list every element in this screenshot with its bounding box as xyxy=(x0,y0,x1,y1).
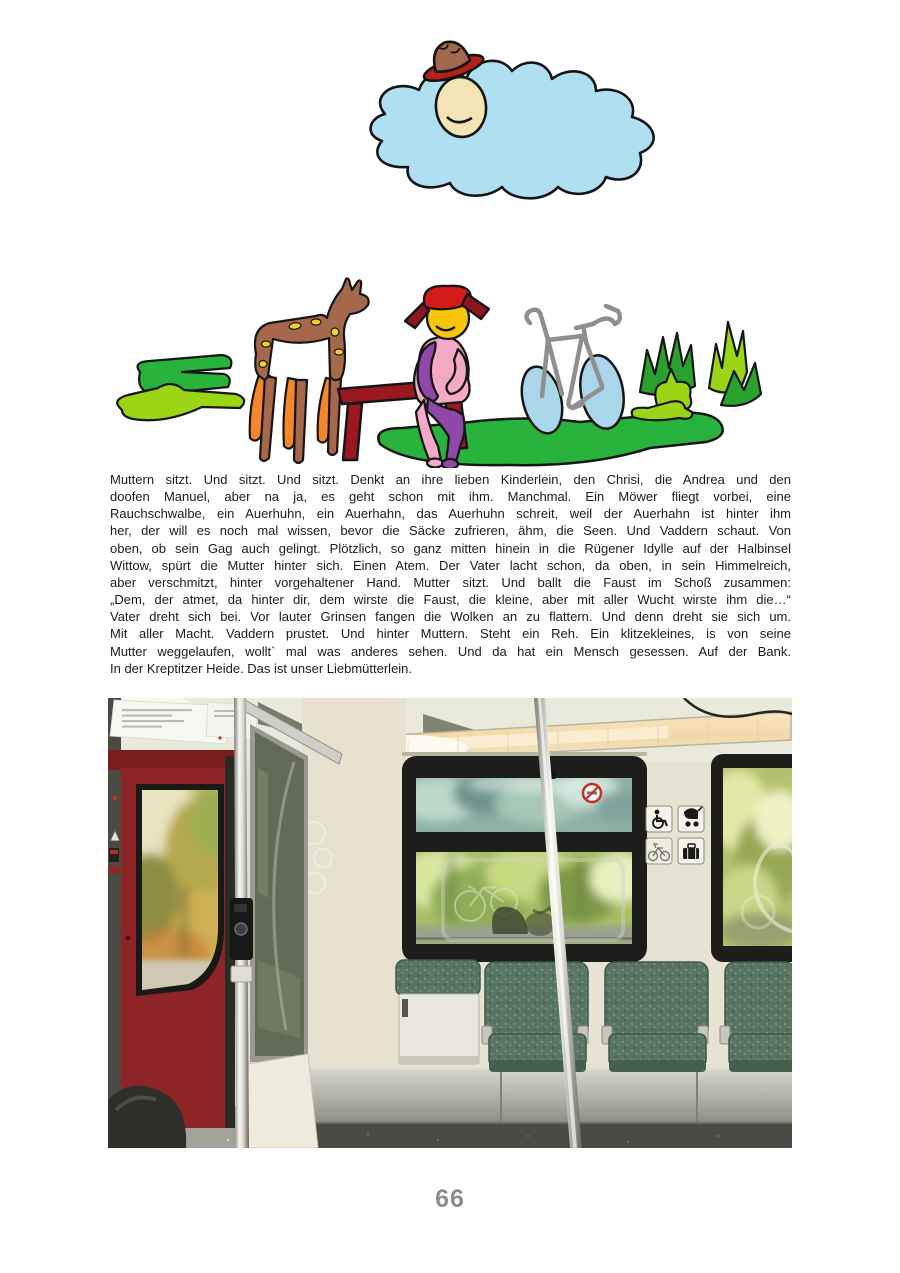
pole-clamp xyxy=(231,966,252,982)
steel-panel xyxy=(304,1068,792,1125)
ground-patch-light xyxy=(632,401,693,420)
bicycle-icon xyxy=(646,838,672,864)
grass-patch-dark xyxy=(138,355,232,394)
wall-pillar xyxy=(302,698,406,1120)
story-line: aber verschmitzt, hinter vorgehaltener Hand. Mutter sitzt. Und ballt die Faust im Schoß zusammen: xyxy=(110,574,791,590)
seat xyxy=(602,962,708,1072)
right-window xyxy=(708,754,792,962)
story-paragraph xyxy=(110,471,791,677)
woman-foot-back xyxy=(427,459,443,468)
story-line: Vater dreht sich bei. Vor lauter Grinsen fangen die Wolken an zu flattern. Und denn dreht sie sich um. xyxy=(110,609,791,625)
draft-screen xyxy=(248,724,318,1148)
cloud-shape xyxy=(371,61,654,198)
story-line: „Dem, der atmet, da hinter dir, dem wirste die Faust, die kleine, aber mit aller Wucht wirste ihm die…“ xyxy=(110,592,791,608)
deer-body xyxy=(255,279,369,381)
deer-leg xyxy=(294,380,307,463)
grass-patch-light xyxy=(117,384,244,420)
story-line: oben, ob sein Gag auch gelingt. Plötzlich, so ganz mitten hinein in die Rügener Idylle auf der Halbinsel xyxy=(110,540,791,556)
story-line: In der Kreptitzer Heide. Das ist unser Liebmütterlein. xyxy=(110,660,413,676)
window-vent-pane xyxy=(398,772,645,832)
woman-pigtail-left xyxy=(405,303,429,328)
main-window xyxy=(398,752,650,962)
bush-light-tall xyxy=(709,322,747,393)
story-line: Muttern sitzt. Und sitzt. Und sitzt. Denkt an ihre lieben Kinderlein, den Chrisi, die Andrea und den xyxy=(110,472,791,487)
story-line: doofen Manuel, aber na ja, es geht schon mit ihm. Manchmal. Ein Möwer fliegt vorbei, eine xyxy=(110,489,791,505)
pram-icon xyxy=(678,806,704,832)
train-photo xyxy=(108,698,792,1148)
bicycle xyxy=(515,306,629,438)
draft-screen-panel xyxy=(248,1054,318,1148)
window-main-pane xyxy=(400,846,650,944)
door-screw xyxy=(126,936,131,941)
no-smoking-icon xyxy=(583,784,601,802)
entrance-door xyxy=(108,698,235,1148)
scene-illustration xyxy=(110,276,790,468)
story-line: Rauchschwalbe, ein Auerhuhn, ein Auerhahn, das Auerhuhn schreit, weil der Auerhahn ist hinter ihm xyxy=(110,506,791,522)
woman-foot-front xyxy=(442,459,458,468)
luggage-icon xyxy=(678,838,704,864)
story-line: Mit aller Macht. Vaddern prustet. Und hinter Muttern. Steht ein Reh. Ein klitzekleines, is von seine xyxy=(110,626,791,642)
page-number: 66 xyxy=(435,1185,465,1213)
story-line: her, der will es noch mal wissen, bevor die Säcke zufrieren, ähm, die Seen. Und Vaddern schaut. Von xyxy=(110,523,791,539)
wheelchair-icon xyxy=(646,806,672,832)
seat xyxy=(720,962,792,1072)
cloud-illustration xyxy=(333,40,673,208)
story-line: Wittow, spürt die Mutter hinter sich. Einen Atem. Der Vater lacht schon, da oben, in sein Himmelreich, xyxy=(110,557,791,573)
seat-folded xyxy=(396,960,480,1064)
story-line: Mutter weggelaufen, wollt` mal was anderes sehen. Und da hat ein Mensch gesessen. Auf der Bank. xyxy=(110,643,791,659)
